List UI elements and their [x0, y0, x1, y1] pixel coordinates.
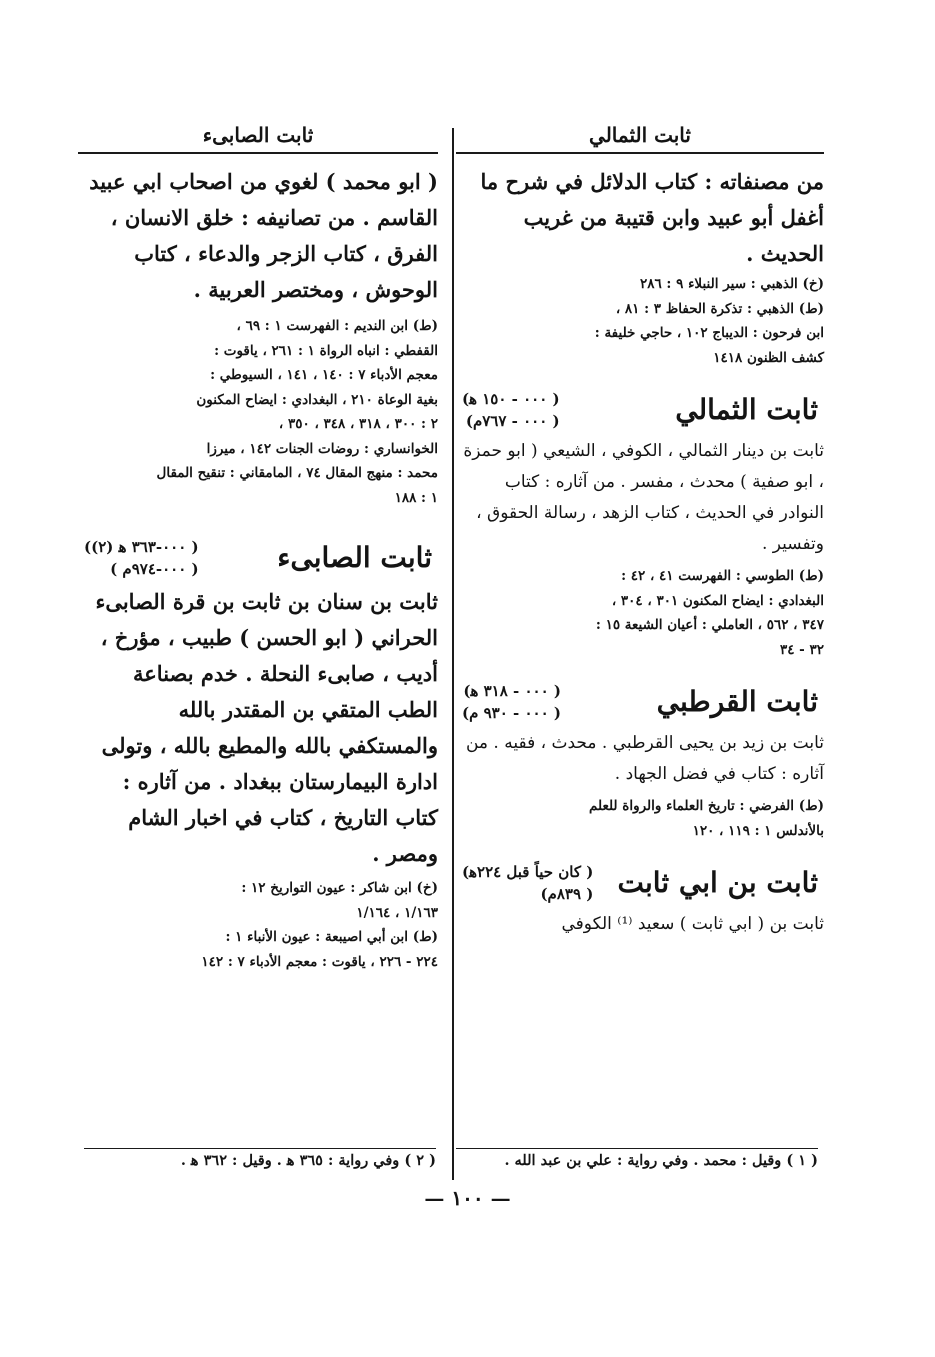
reference-line: (ط) الطوسي : الفهرست ٤١ ، ٤٢ : [621, 568, 824, 584]
reference-line: بالأندلس ١ : ١١٩ ، ١٢٠ [692, 822, 824, 839]
entry-dates [78, 536, 199, 580]
entry-dates [456, 861, 593, 905]
reference-line: (خ) الذهبي : سير النبلاء ٩ : ٢٨٦ [639, 276, 824, 292]
page-number: — ١٠٠ — [424, 1186, 511, 1210]
footnote-rule [84, 1148, 436, 1149]
entry-text: ثابت بن زيد بن يحيى القرطبي . محدث ، فقيه . من آثاره : كتاب في فضل الجهاد . [465, 733, 824, 784]
right-intro-text: من مصنفاته : كتاب الدلائل في شرح ما أغفل أبو عبيد وابن قتيبة من غريب الحديث . [480, 169, 824, 266]
reference-line: القفطي : انباه الرواة ١ : ٢٦١ ، ياقوت : [214, 342, 438, 359]
reference-line: محمد : منهج المقال ٧٤ ، المامقاني : تنقيح المقال [156, 465, 438, 481]
gregorian-date: ( ٠٠٠ - ٩٣٠ م) [462, 704, 561, 722]
right-running-head: ثابت الثمالي [456, 118, 824, 154]
reference-line: ٢ : ٣٠٠ ، ٣١٨ ، ٣٤٨ ، ٣٥٠ ، [278, 416, 438, 432]
entry-heading [456, 861, 824, 905]
entry-name: ثابت القرطبي [656, 685, 818, 718]
entry-heading [456, 388, 824, 432]
reference-line: (ط) ابن النديم : الفهرست ١ : ٦٩ ، [236, 318, 438, 334]
entry-heading [78, 536, 438, 580]
left-running-head: ثابت الصابىء [78, 118, 438, 154]
entry-references [456, 794, 824, 843]
entry-references [456, 564, 824, 662]
reference-line: (ط) الذهبي : تذكرة الحفاظ ٣ : ٨١ ، [615, 300, 824, 317]
entry-name: ثابت بن ابي ثابت [617, 866, 818, 899]
column-divider [452, 128, 454, 1180]
reference-line: ٢٢٤ - ٢٢٦ ، ياقوت : معجم الأدباء ٧ : ١٤٢ [201, 953, 438, 970]
gregorian-date: ( ٠٠٠-٩٧٤م ) [110, 560, 199, 578]
footnote-2: ( ٢ ) وفي رواية : ٣٦٥ ﻫ . وقيل : ٣٦٢ ﻫ . [180, 1152, 436, 1169]
entry-name: ثابت الثمالي [675, 393, 818, 426]
reference-line: (ط) الفرضي : تاريخ العلماء والرواة للعلم [589, 798, 824, 814]
reference-line: الخوانساري : روضات الجنات ١٤٢ ، ميرزا [206, 440, 438, 457]
entry-text: ثابت بن سنان بن ثابت بن قرة الصابىء الحراني ( ابو الحسن ) طبيب ، مؤرخ ، أديب ، صابىء النحلة . خدم بصناعة الطب المتقي بن المقتدر بالله والمستكفي بالله والمطيع بالله ، وتولى ادارة البيمارستان ببغداد . من آثاره : كتاب التاريخ ، كتاب في اخبار الشام ومصر . [95, 589, 438, 866]
right-intro-references [456, 272, 824, 370]
reference-line: ٣٢ - ٣٤ [779, 641, 824, 658]
reference-line: ١/١٦٣ ، ١/١٦٤ [356, 904, 438, 921]
left-intro-text: ( ابو محمد ) لغوي من اصحاب ابي عبيد القاسم . من تصانيفه : خلق الانسان ، الفرق ، كتاب الزجر والدعاء ، كتاب الوحوش ، ومختصر العربية . [89, 169, 438, 302]
right-column [456, 118, 824, 940]
entry-name: ثابت الصابىء [277, 541, 432, 574]
entry-references [78, 876, 438, 974]
entry-dates [456, 388, 560, 432]
reference-line: معجم الأدباء ٧ : ١٤٠ ، ١٤١ ، السيوطي : [210, 367, 438, 383]
reference-line: البغدادي : ايضاح المكنون ٣٠١ ، ٣٠٤ ، [611, 592, 824, 609]
hijri-date: ( ٠٠٠ - ١٥٠ ﻫ) [462, 390, 560, 408]
hijri-date: ( ٠٠٠ - ٣١٨ ﻫ) [463, 682, 561, 700]
gregorian-date: ( ٠٠٠ - ٧٦٧م) [465, 412, 560, 430]
entry-dates [456, 680, 561, 724]
footnote-1: ( ١ ) وقيل : محمد . وفي رواية : علي بن عبد الله . [504, 1152, 818, 1169]
reference-line: (خ) ابن شاكر : عيون التواريخ ١٢ : [241, 880, 438, 896]
left-column [78, 118, 438, 974]
reference-line: ٣٤٧ ، ٥٦٢ ، العاملي : أعيان الشيعة ١٥ : [595, 617, 824, 633]
reference-line: ١ : ١٨٨ [394, 489, 438, 506]
reference-line: بغية الوعاة ٢١٠ ، البغدادي : ايضاح المكنون [196, 391, 438, 408]
entry-heading [456, 680, 824, 724]
gregorian-date: ( ٨٣٩م) [540, 885, 594, 903]
reference-line: كشف الظنون ١٤١٨ [713, 349, 824, 366]
left-intro-references [78, 314, 438, 510]
hijri-date: ( ٠٠٠-٣٦٣ ﻫ (٢)) [84, 538, 199, 556]
hijri-date: ( كان حياً قبل ٢٢٤ﻫ) [462, 863, 594, 881]
footnote-rule [456, 1148, 818, 1149]
reference-line: ابن فرحون : الديباج ١٠٢ ، حاجي خليفة : [594, 325, 824, 341]
entry-text: ثابت بن ( ابي ثابت ) سعيد ⁽¹⁾ الكوفي [561, 914, 824, 934]
entry-text: ثابت بن دينار الثمالي ، الكوفي ، الشيعي ( ابو حمزة ، ابو صفية ) محدث ، مفسر . من آثاره : كتاب النوادر في الحديث ، كتاب الزهد ، رسالة الحقوق ، وتفسير . [463, 441, 824, 554]
reference-line: (ط) ابن أبي اصيبعة : عيون الأنباء ١ : [225, 929, 438, 945]
